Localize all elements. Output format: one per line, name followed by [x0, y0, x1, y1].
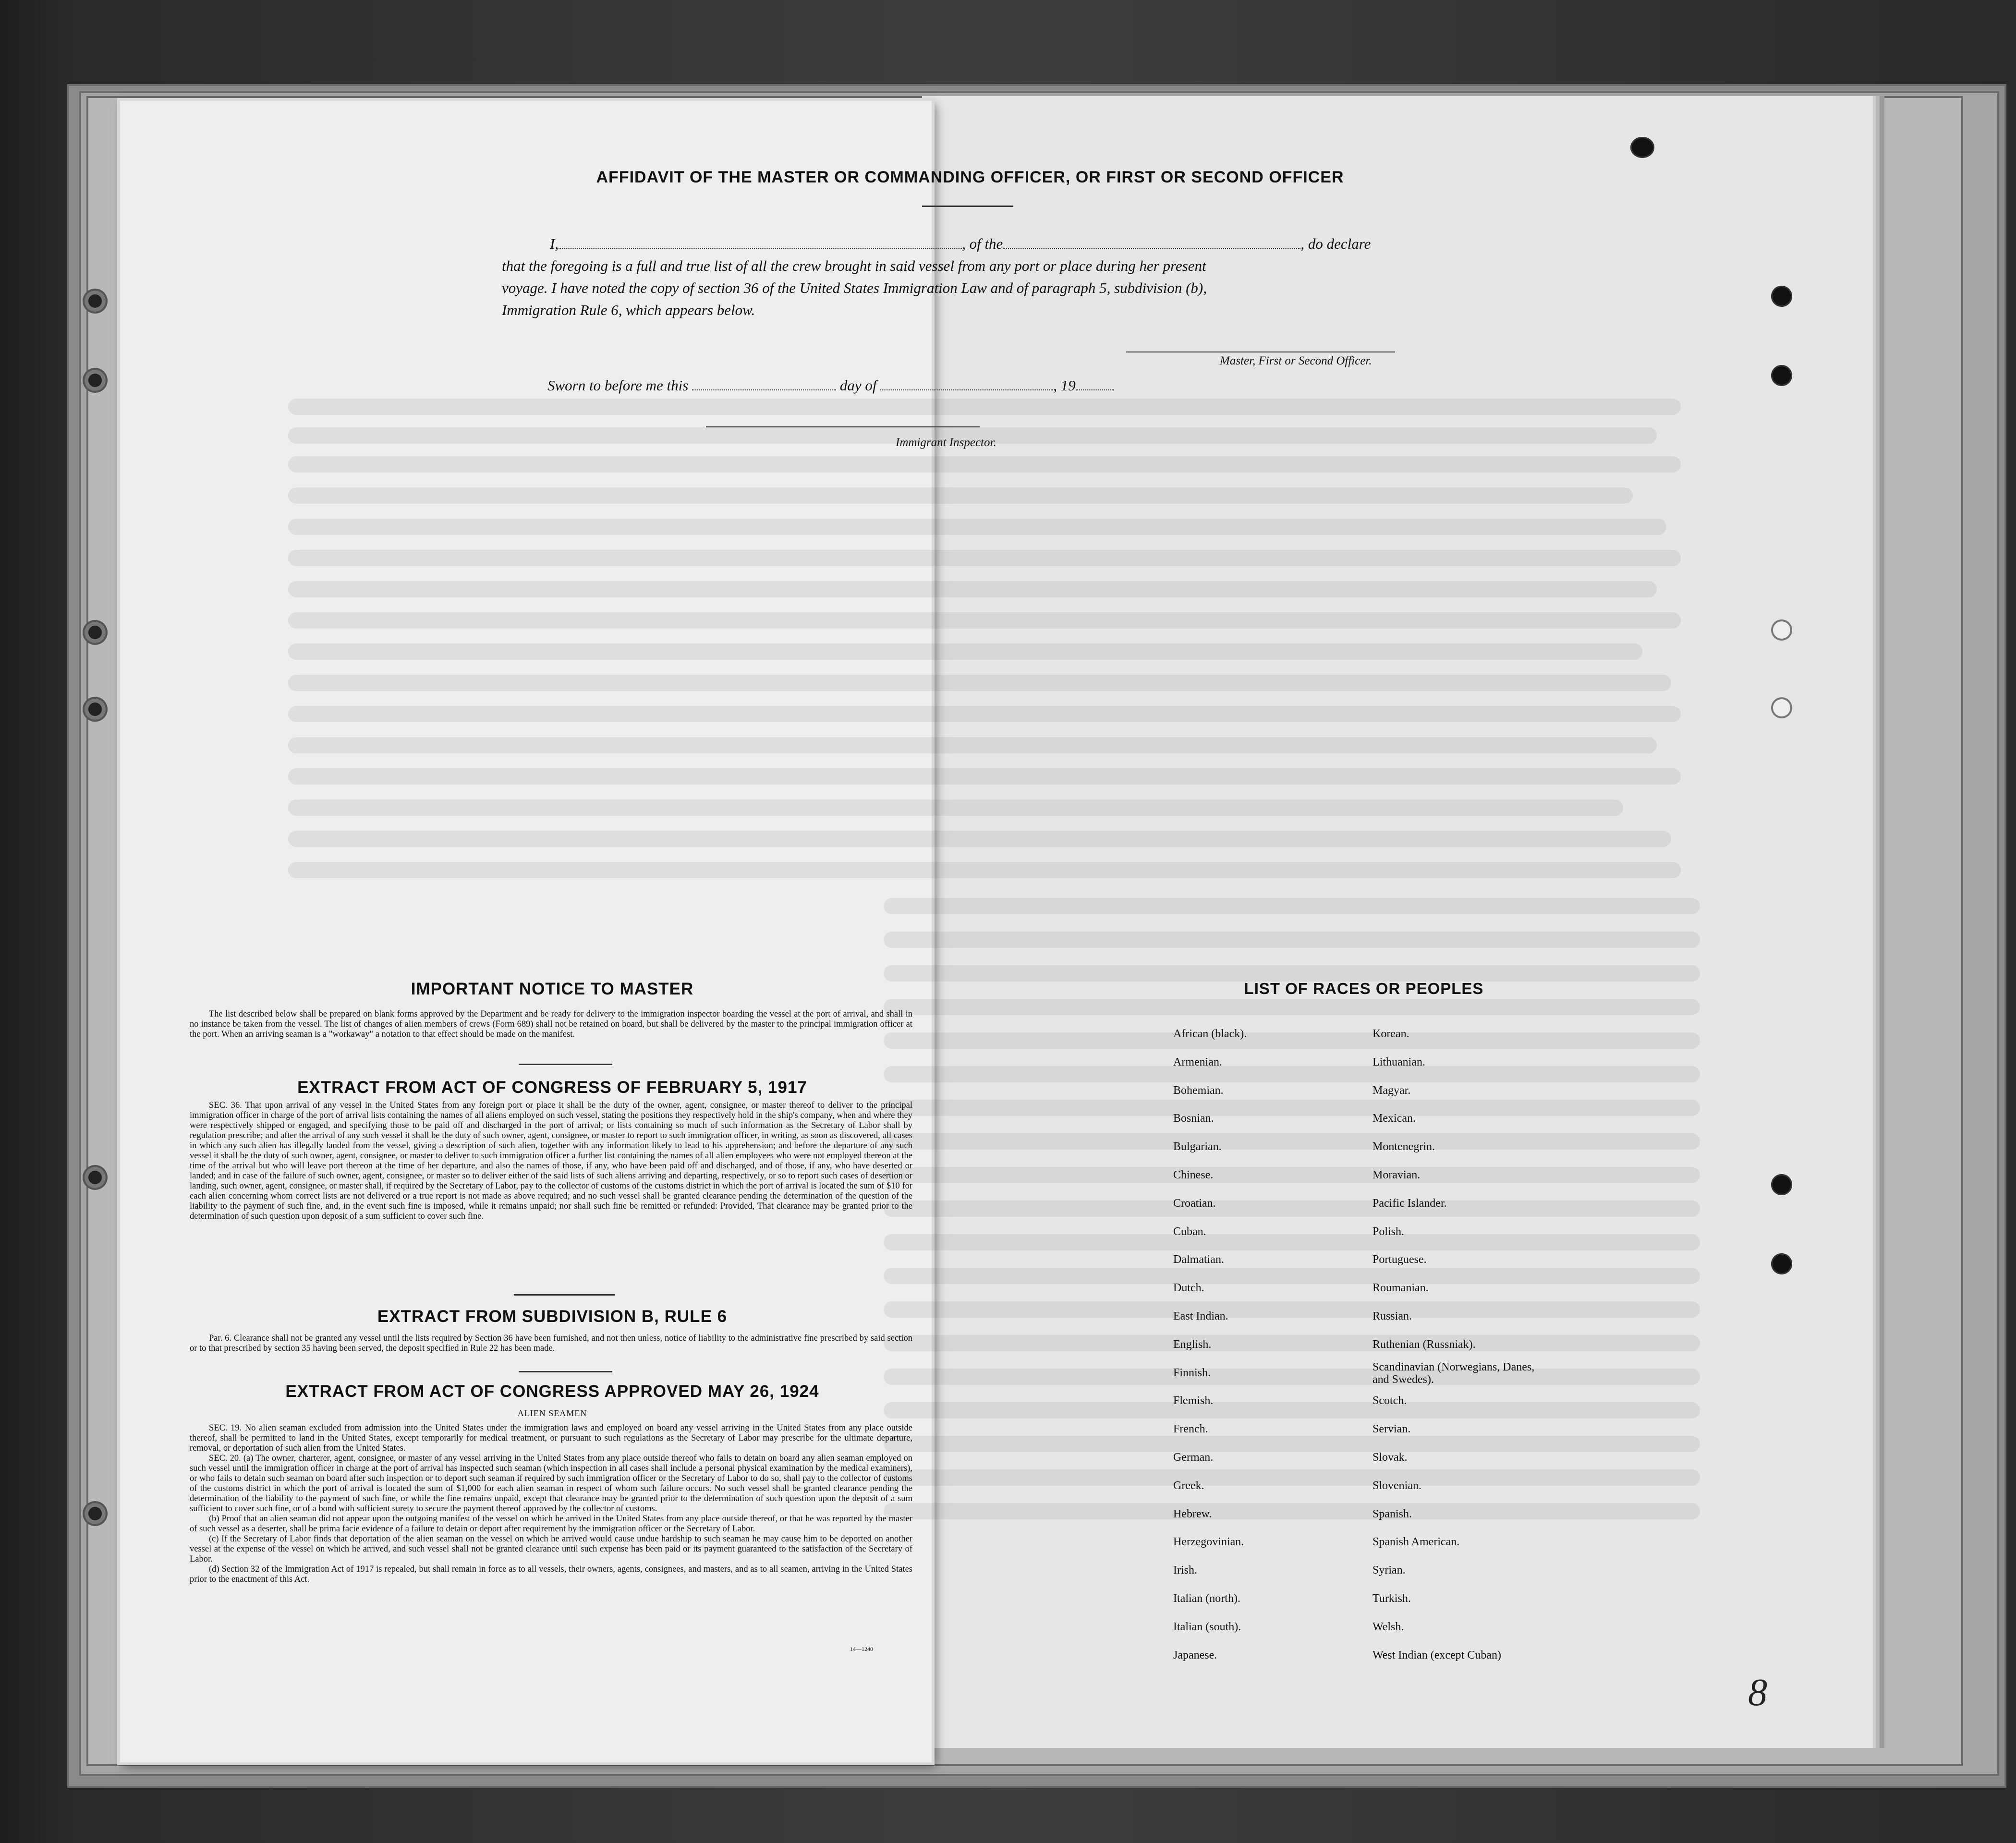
- affidavit-line4: Immigration Rule 6, which appears below.: [502, 302, 755, 318]
- race-item: Spanish American.: [1372, 1536, 1460, 1549]
- inspector-signature-line[interactable]: [706, 426, 980, 427]
- race-item: Moravian.: [1372, 1168, 1421, 1181]
- race-item: German.: [1173, 1451, 1214, 1464]
- extract-1917-body: SEC. 36. That upon arrival of any vessel in the United States from any foreign port or place it shall be the duty of the owner, agent, consignee, or master thereof to deliver to the principal immigration officer in charge of the port of arrival lists containing the names of all aliens employed on such vessel, stating the positions they respectively hold in the ship's company, when and where they were respectively shipped or engaged, and specifying those to be paid off and discharged in the port of arrival; or lists containing so much of such information as the Secretary of Labor shall by regulation prescribe; and after the arrival of any such vessel it shall be the duty of such owner, agent, consignee, or master to report to such immigration officer, in writing, as soon as discovered, all cases in which any such alien has illegally landed from the vessel, giving a description of such alien, together with any information likely to lead to his apprehension; and before the departure of any such vessel it shall be the duty of such owner, agent, consignee, or master to deliver to such immigration officer a further list containing the names of all alien employees who were not employed thereon at the time of the arrival but who will leave port thereon at the time of her departure, and also the names of those, if any, who have been paid off and discharged, and of those, if any, who have deserted or landed; and in case of the failure of such owner, agent, consignee, or master so to deliver either of the said lists of such aliens arriving and departing, respectively, or so to report such cases of desertion or landing, such owner, agent, consignee, or master shall, if required by the Secretary of Labor, pay to the collector of customs of the customs district in which the port of arrival is located the sum of $10 for each alien concerning whom correct lists are not delivered or a true report is not made as above required; and no such vessel shall be granted clearance pending the determination of the question of the liability to the payment of such fine, and, in the event such fine is imposed, while it remains unpaid; nor shall such fine be remitted or refunded: Provided, That clearance may be granted prior to the determination of such question upon deposit of a sum sufficient to cover such fine.: [190, 1101, 912, 1221]
- inspector-signature-label: Immigrant Inspector.: [896, 436, 996, 449]
- notice-title: IMPORTANT NOTICE TO MASTER: [411, 980, 694, 998]
- binder-hole: [1771, 697, 1792, 718]
- rule6-body: Par. 6. Clearance shall not be granted any vessel until the lists required by Section 36 have been furnished, and not then unless, notice of liability to the administrative fine prescribed by said section or to that prescribed by section 35 having been served, the deposit specified in Rule 22 has been made.: [190, 1334, 912, 1353]
- section-rule: [519, 1064, 612, 1065]
- sworn-year-label: , 19: [1053, 377, 1076, 394]
- race-item: Flemish.: [1173, 1394, 1214, 1407]
- race-item: Pacific Islander.: [1372, 1197, 1447, 1210]
- race-item: Dutch.: [1173, 1282, 1204, 1295]
- title-rule: [922, 206, 1013, 207]
- binder-hole: [85, 370, 106, 391]
- race-item: Bulgarian.: [1173, 1140, 1222, 1153]
- rule6-title: EXTRACT FROM SUBDIVISION B, RULE 6: [377, 1307, 728, 1326]
- race-item: Cuban.: [1173, 1225, 1206, 1238]
- sec-20d: (d) Section 32 of the Immigration Act of 1917 is repealed, but shall remain in force as to all vessels, their owners, agents, consignees, and masters, and as to all seamen, arriving in the United States prior to the enactment of this Act.: [190, 1564, 912, 1584]
- binder-hole: [85, 1503, 106, 1524]
- affidavit-declare: , do declare: [1300, 235, 1371, 252]
- race-item: Greek.: [1173, 1479, 1204, 1492]
- race-item: Turkish.: [1372, 1592, 1411, 1605]
- binder-hole: [1771, 286, 1792, 307]
- binder-hole: [1771, 619, 1792, 641]
- affidavit-line3: voyage. I have noted the copy of section 36 of the United States Immigration Law and of paragraph 5, subdivision (b),: [502, 279, 1207, 296]
- race-item: Dalmatian.: [1173, 1253, 1224, 1266]
- race-item: Scandinavian (Norwegians, Danes, and Swedes).: [1372, 1360, 1535, 1386]
- races-title: LIST OF RACES OR PEOPLES: [1244, 980, 1484, 997]
- race-item: Chinese.: [1173, 1168, 1214, 1181]
- affidavit-line2: that the foregoing is a full and true list of all the crew brought in said vessel from any port or place during her present: [502, 257, 1206, 274]
- race-item: African (black).: [1173, 1028, 1247, 1040]
- name-field[interactable]: [559, 246, 962, 249]
- race-item: Croatian.: [1173, 1197, 1216, 1210]
- vessel-field[interactable]: [1003, 246, 1300, 249]
- race-item: Irish.: [1173, 1564, 1197, 1577]
- binder-hole: [85, 291, 106, 312]
- extract-1924-subtitle: ALIEN SEAMEN: [517, 1408, 587, 1418]
- race-item: Portuguese.: [1372, 1253, 1427, 1266]
- form-number: 14—1240: [850, 1646, 873, 1652]
- affidavit-title: AFFIDAVIT OF THE MASTER OR COMMANDING OFFICER, OR FIRST OR SECOND OFFICER: [596, 168, 1344, 186]
- race-item: Russian.: [1372, 1310, 1412, 1322]
- race-item: Hebrew.: [1173, 1507, 1212, 1520]
- binder-hole: [85, 699, 106, 720]
- race-item: Herzegovinian.: [1173, 1536, 1244, 1549]
- race-item: Lithuanian.: [1372, 1055, 1425, 1068]
- race-item: French.: [1173, 1423, 1208, 1436]
- sworn-year-field[interactable]: [1076, 388, 1114, 390]
- extract-1924-body: [190, 1423, 912, 1585]
- race-item: West Indian (except Cuban): [1372, 1649, 1501, 1661]
- race-item: Armenian.: [1173, 1055, 1222, 1068]
- sworn-prefix: Sworn to before me this: [547, 377, 689, 394]
- race-item: Welsh.: [1372, 1620, 1404, 1633]
- binder-hole: [85, 622, 106, 643]
- race-item: Slovenian.: [1372, 1479, 1421, 1492]
- race-item: Servian.: [1372, 1423, 1411, 1436]
- binder-hole: [85, 1167, 106, 1188]
- race-item: Italian (south).: [1173, 1620, 1241, 1633]
- races-left-list: [1173, 1020, 1365, 1669]
- section-rule: [519, 1371, 612, 1372]
- race-item: Japanese.: [1173, 1649, 1217, 1661]
- race-item: English.: [1173, 1338, 1212, 1351]
- sec-20b: (b) Proof that an alien seaman did not appear upon the outgoing manifest of the vessel on which he arrived in the United States from any place outside thereof, or that he was reported by the master of such vessel as a deserter, shall be prima facie evidence of a failure to detain or deport after requirement by the immigration officer or the Secretary of Labor.: [190, 1514, 912, 1534]
- race-item: Mexican.: [1372, 1112, 1416, 1125]
- sworn-month-field[interactable]: [880, 388, 1053, 390]
- race-item: East Indian.: [1173, 1310, 1228, 1322]
- binder-hole: [1630, 137, 1654, 158]
- affidavit-text: [502, 233, 1462, 321]
- sec-20a: SEC. 20. (a) The owner, charterer, agent, consignee, or master of any vessel arriving in the United States from any place outside thereof who fails to detain on board any alien seaman employed on such vessel until the immigration officer in charge at the port of arrival has inspected such seaman (which inspection in all cases shall include a personal physical examination by the medical examiners), or who fails to detain such seaman on board after such inspection or to deport such seaman if required by such immigration officer or the Secretary of Labor to do so, shall pay to the collector of customs of the customs district in which the port of arrival is located the sum of $1,000 for each alien seaman in respect of whom such failure occurs. No such vessel shall be granted clearance pending the determination of the liability to the payment of such fine, or while the fine remains unpaid, except that clearance may be granted prior to the determination of such question upon the deposit of a sum sufficient to cover such fine, or of a bond with sufficient surety to secure the payment thereof approved by the collector of customs.: [190, 1454, 912, 1514]
- race-item: Korean.: [1372, 1028, 1409, 1040]
- race-item: Finnish.: [1173, 1366, 1211, 1379]
- race-item: Magyar.: [1372, 1084, 1411, 1097]
- sworn-day-label: day of: [839, 377, 877, 394]
- race-item: Spanish.: [1372, 1507, 1412, 1520]
- race-item: Syrian.: [1372, 1564, 1406, 1577]
- affidavit-of: , of the: [962, 235, 1003, 252]
- binder-hole: [1771, 1253, 1792, 1274]
- sec-19: SEC. 19. No alien seaman excluded from admission into the United States under the immigration laws and employed on board any vessel arriving in the United States from any place outside thereof, shall be permitted to land in the United States, except temporarily for medical treatment, or pursuant to such regulations as the Secretary of Labor may prescribe for the ultimate departure, removal, or deportation of such alien from the United States.: [190, 1423, 912, 1453]
- extract-1924-title: EXTRACT FROM ACT OF CONGRESS APPROVED MAY 26, 1924: [285, 1382, 819, 1401]
- race-item: Montenegrin.: [1372, 1140, 1435, 1153]
- races-right-list: [1372, 1020, 1584, 1669]
- race-item: Roumanian.: [1372, 1282, 1429, 1295]
- sec-20c: (c) If the Secretary of Labor finds that deportation of the alien seaman on the vessel on which he arrived would cause undue hardship to such seaman he may cause him to be deported on another vessel at the expense of the vessel on which he arrived, and such vessel shall not be granted clearance until such expense has been paid or its payment guaranteed to the satisfaction of the Secretary of Labor.: [190, 1534, 912, 1564]
- sworn-line: [547, 375, 1114, 397]
- race-item: Bohemian.: [1173, 1084, 1224, 1097]
- sworn-day-field[interactable]: [692, 388, 836, 390]
- race-item: Slovak.: [1372, 1451, 1408, 1464]
- binder-hole: [1771, 1174, 1792, 1195]
- race-item: Ruthenian (Russniak).: [1372, 1338, 1476, 1351]
- extract-1917-title: EXTRACT FROM ACT OF CONGRESS OF FEBRUARY 5, 1917: [297, 1078, 807, 1097]
- race-item: Italian (north).: [1173, 1592, 1240, 1605]
- binder-hole: [1771, 365, 1792, 386]
- affidavit-i: I,: [550, 235, 559, 252]
- race-item: Bosnian.: [1173, 1112, 1214, 1125]
- section-rule: [514, 1294, 615, 1296]
- race-item: Scotch.: [1372, 1394, 1407, 1407]
- handwritten-number: 8: [1748, 1672, 1767, 1714]
- master-signature-label: Master, First or Second Officer.: [1220, 354, 1372, 367]
- race-item: Polish.: [1372, 1225, 1405, 1238]
- notice-body: The list described below shall be prepared on blank forms approved by the Department and be ready for delivery to the immigration inspector boarding the vessel at the port of arrival, and shall in no instance be taken from the vessel. The list of changes of alien members of crews (Form 689) shall not be retained on board, but shall be delivered by the master to the principal immigration officer at the port. When an arriving seaman is a "workaway" a notation to that effect should be made on the manifest.: [190, 1009, 912, 1039]
